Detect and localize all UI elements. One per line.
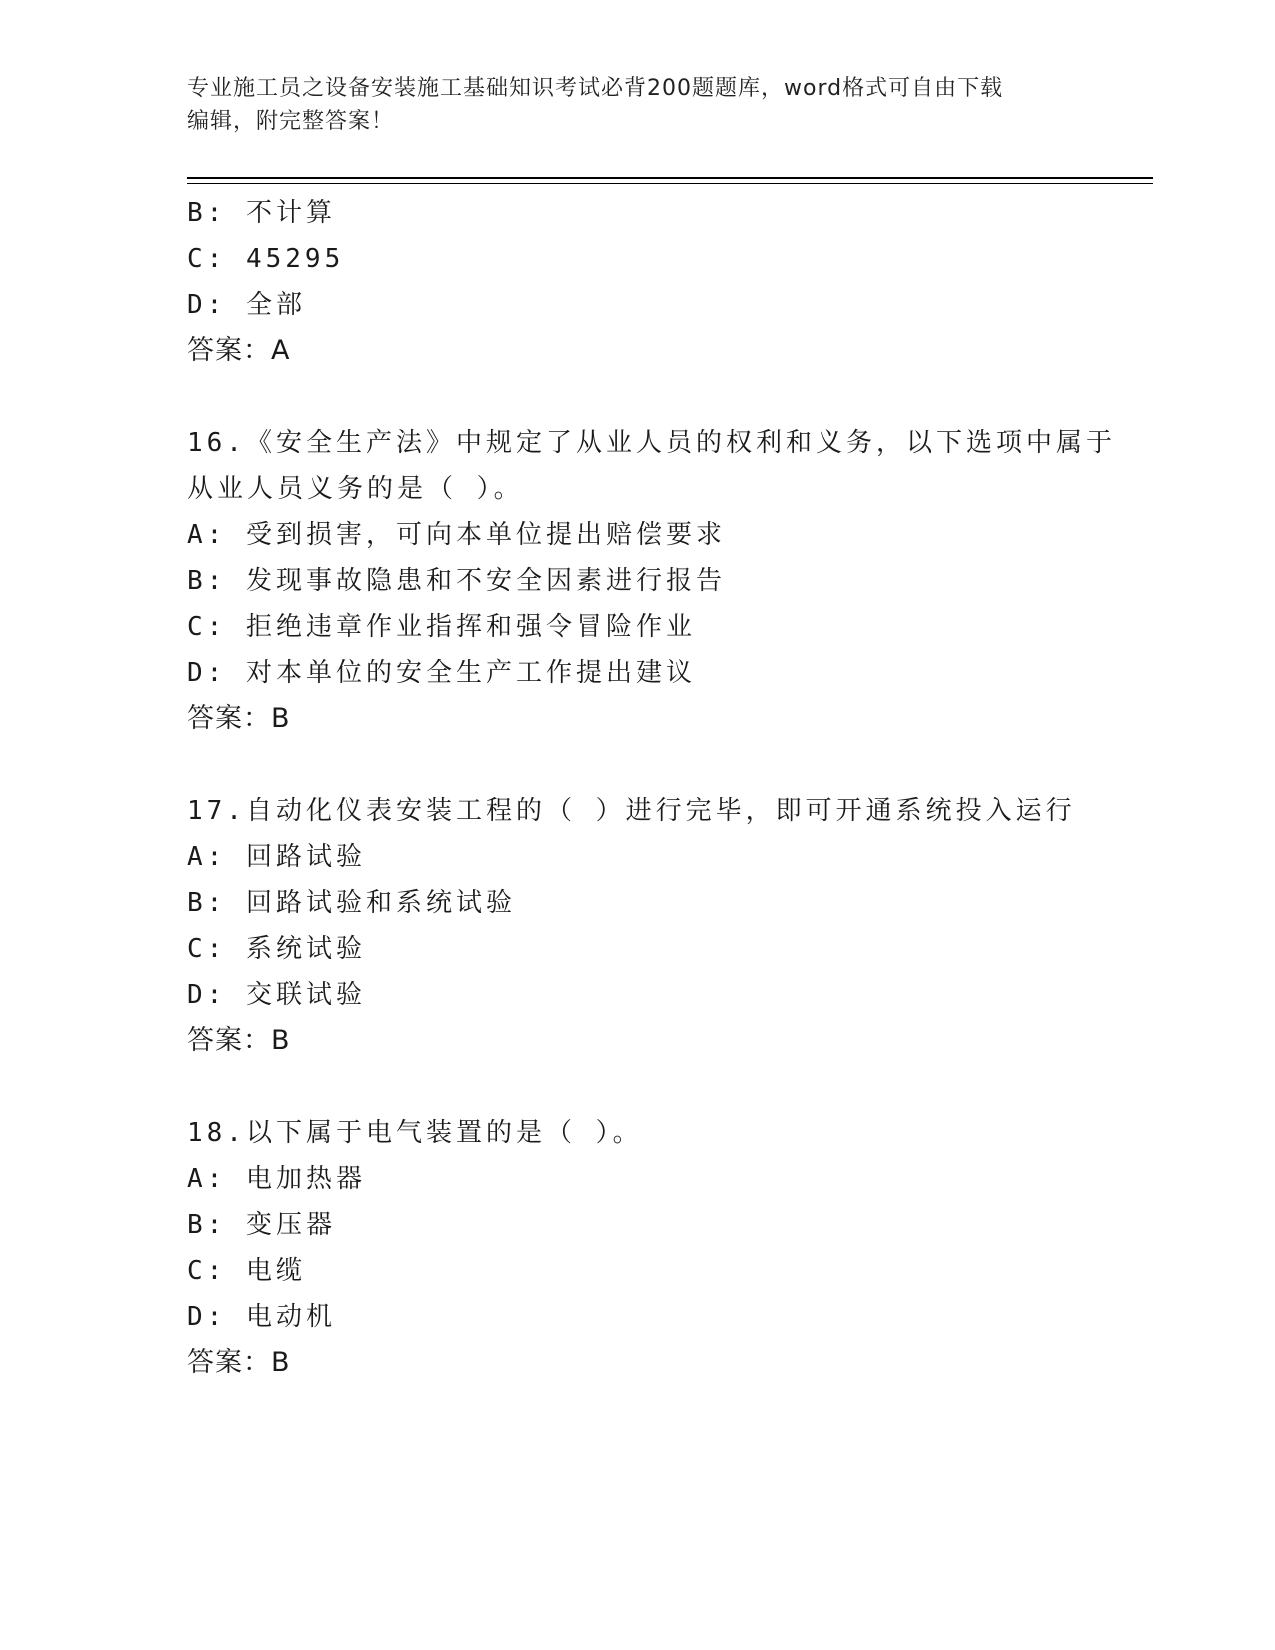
- spacer: [187, 374, 1147, 420]
- document-header: [187, 72, 1067, 138]
- option-d: D: 对本单位的安全生产工作提出建议: [187, 658, 696, 688]
- option-d: D: 全部: [187, 290, 306, 320]
- option-b: B: 回路试验和系统试验: [187, 888, 516, 918]
- question-18: [187, 1110, 1147, 1386]
- answer-line: 答案：B: [187, 1025, 291, 1056]
- question-16: [187, 420, 1147, 742]
- option-c: C: 系统试验: [187, 934, 366, 964]
- option-c: C: 电缆: [187, 1256, 306, 1286]
- option-b: B: 发现事故隐患和不安全因素进行报告: [187, 566, 726, 596]
- question-stem-line: 18.以下属于电气装置的是（ ）。: [187, 1118, 643, 1148]
- header-divider-thin: [187, 183, 1153, 184]
- option-b: B: 不计算: [187, 198, 336, 228]
- header-divider-thick: [187, 177, 1153, 179]
- question-17: [187, 788, 1147, 1064]
- header-line-1: 专业施工员之设备安装施工基础知识考试必背200题题库，word格式可自由下载: [187, 76, 1004, 101]
- option-c: C: 45295: [187, 244, 345, 274]
- question-stem-line: 17.自动化仪表安装工程的（ ）进行完毕，即可开通系统投入运行: [187, 796, 1076, 826]
- option-a: A: 回路试验: [187, 842, 366, 872]
- spacer: [187, 1064, 1147, 1110]
- option-d: D: 电动机: [187, 1302, 336, 1332]
- option-c: C: 拒绝违章作业指挥和强令冒险作业: [187, 612, 696, 642]
- option-b: B: 变压器: [187, 1210, 336, 1240]
- question-list: [187, 190, 1147, 1386]
- answer-line: 答案：B: [187, 1347, 291, 1378]
- option-a: A: 受到损害，可向本单位提出赔偿要求: [187, 520, 726, 550]
- header-line-2: 编辑，附完整答案！: [187, 109, 395, 134]
- answer-line: 答案：A: [187, 335, 291, 366]
- option-d: D: 交联试验: [187, 980, 366, 1010]
- question-stem-line: 16.《安全生产法》中规定了从业人员的权利和义务，以下选项中属于: [187, 428, 1116, 458]
- previous-question-tail: [187, 190, 1147, 374]
- question-stem-line: 从业人员义务的是（ ）。: [187, 474, 524, 504]
- answer-line: 答案：B: [187, 703, 291, 734]
- spacer: [187, 742, 1147, 788]
- option-a: A: 电加热器: [187, 1164, 366, 1194]
